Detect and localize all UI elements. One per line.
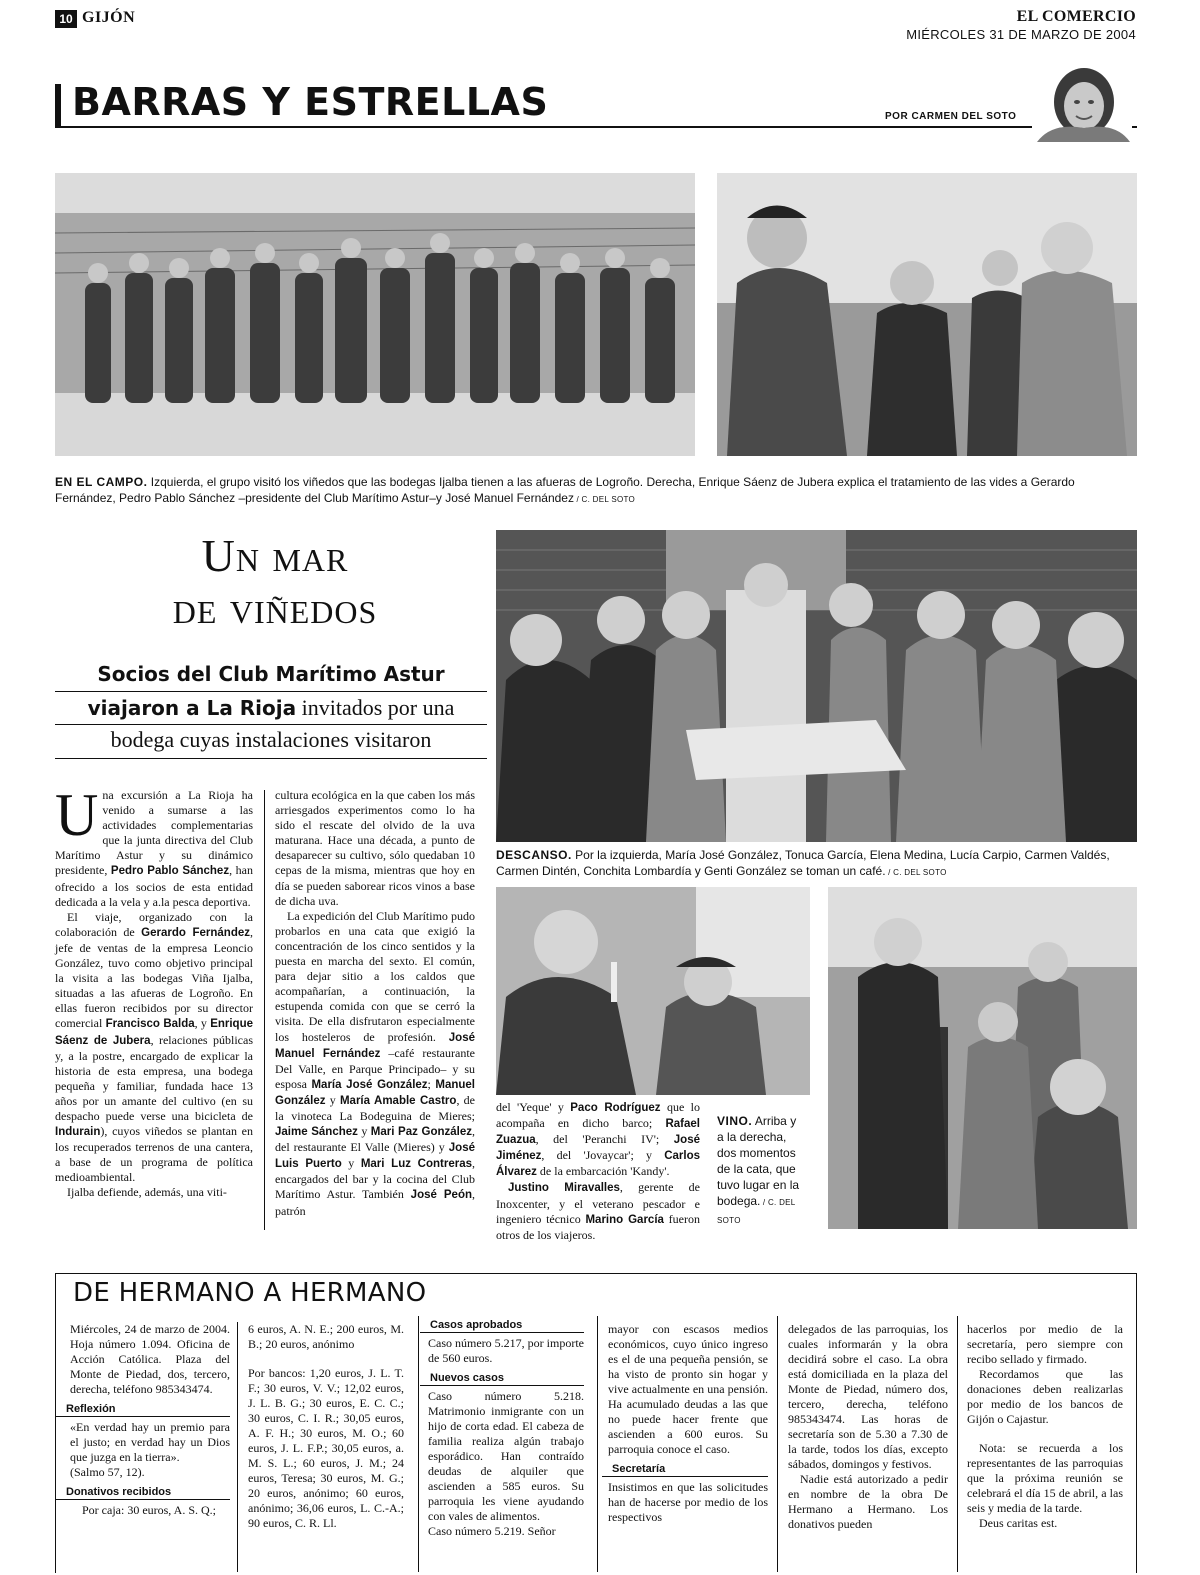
box-column-4	[608, 1322, 768, 1525]
caption-vino-credit: / C. DEL SOTO	[717, 1198, 796, 1225]
person-name: Manuel González	[275, 1078, 475, 1107]
box-heading-reflexion: Reflexión	[56, 1402, 230, 1417]
caption-campo-label: EN EL CAMPO.	[55, 475, 148, 489]
text: de la embarcación 'Kandy'.	[536, 1164, 670, 1179]
text: na excursión a La Rioja ha venido a sumarse a las actividades complementarias que la junta directiva del Club Marítimo Astur y su dinámico presidente,	[55, 788, 253, 878]
box-column-3	[428, 1318, 584, 1539]
text: , relaciones públicas y, a la postre, encargado de explicar la historia de esta empresa, una bodega pequeña y familiar, fundada hace 13 años por un amante del cultivo (en su despacho puede verse una bicicleta de	[55, 1032, 253, 1123]
paragraph: Recordamos que las donaciones deben realizarlas por medio de los bancos de Gijón o Cajastur.	[967, 1367, 1123, 1426]
paragraph: Por caja: 30 euros, A. S. Q.;	[82, 1503, 216, 1517]
subheadline-2-bold: viajaron a La Rioja	[87, 696, 297, 720]
text: y	[325, 1092, 340, 1107]
paragraph: Insistimos en que las solicitudes han de hacerse por medio de los respectivos	[608, 1480, 768, 1524]
photo-talk-vines	[717, 173, 1137, 456]
caption-campo-credit: / C. DEL SOTO	[573, 495, 636, 504]
paragraph: Nota: se recuerda a los representantes de las parroquias que la próxima reunión se celebrará el día 15 de abril, a las seis y media de la tarde.	[967, 1441, 1123, 1515]
text: , patrón	[275, 1187, 475, 1218]
person-name: Pedro Pablo Sánchez	[110, 865, 230, 878]
caption-vino-text: Arriba y a la derecha, dos momentos de la cata, que tuvo lugar en la bodega.	[717, 1114, 800, 1208]
subheadline-3: bodega cuyas instalaciones visitaron	[110, 727, 432, 752]
banner-bar	[55, 84, 61, 128]
paragraph: Caso número 5.219. Señor	[428, 1524, 556, 1538]
person-name: María Amable Castro	[339, 1094, 457, 1107]
box-heading-nuevos: Nuevos casos	[420, 1371, 584, 1386]
text: y	[357, 1124, 371, 1139]
person-name: Carlos Álvarez	[496, 1150, 700, 1179]
text: , jefe de ventas de la empresa Leoncio González, tuvo como objetivo principal la visita a las bodegas Viña Ijalba, situadas a las afueras de Logroño. En ellas fueron recibidos por su director comercial	[55, 924, 254, 1031]
paragraph: Ijalba defiende, además, una viti-	[67, 1185, 227, 1200]
caption-descanso	[496, 847, 1137, 881]
photo-wine-tasting-2	[828, 887, 1137, 1229]
text: El viaje, organizado con la colaboración de	[55, 909, 253, 939]
person-name: Paco Rodríguez	[570, 1102, 661, 1114]
paragraph: Miércoles, 24 de marzo de 2004. Hoja número 1.094. Oficina de Acción Católica. Plaza del Monte de Piedad, dos, tercero, derecha, teléfono 985343474.	[70, 1322, 230, 1396]
paragraph: (Salmo 57, 12).	[70, 1465, 145, 1479]
text: , han ofrecido a los socios de esta entidad dedicada a la vela y a.la pesca deportiva.	[55, 863, 254, 909]
person-name: Francisco Balda	[105, 1018, 195, 1031]
person-name: Mari Paz González	[370, 1126, 472, 1139]
person-name: María José González	[311, 1078, 428, 1091]
caption-descanso-label: DESCANSO.	[496, 848, 572, 862]
box-heading-secretaria: Secretaría	[602, 1462, 768, 1477]
paragraph: Deus caritas est.	[979, 1516, 1058, 1530]
paragraph: mayor con escasos medios económicos, cuyo único ingreso es el de una pequeña pensión, se ha visto de pronto sin hogar y vive actualmente en una pensión. Ha acumulado deudas a las que no puede hacer frente que ascienden a 600 euros. Su parroquia conoce el caso.	[608, 1322, 768, 1456]
author-portrait	[1032, 66, 1132, 142]
text: fueron otros de los viajeros.	[496, 1211, 700, 1242]
paragraph: «En verdad hay un premio para el justo; en verdad hay un Dios que juzga en la tierra».	[70, 1420, 230, 1464]
paragraph	[55, 910, 253, 1186]
box-column-2	[248, 1322, 404, 1531]
article-column-1	[55, 782, 254, 1201]
subhead-rule-3	[55, 758, 487, 759]
paragraph	[496, 1100, 700, 1180]
subheadline-2	[55, 694, 487, 722]
person-name: Indurain	[55, 1126, 101, 1139]
person-name: Rafael Zuazua	[496, 1118, 700, 1147]
column-title: BARRAS Y ESTRELLAS	[72, 80, 549, 124]
box-column-6	[967, 1322, 1123, 1531]
photo-cafe-group	[496, 530, 1137, 842]
text: y	[341, 1156, 361, 1171]
subhead-rule-1	[55, 691, 487, 692]
headline-line-2: de viñedos	[172, 582, 378, 633]
paragraph: delegados de las parroquias, los cuales informarán y la obra decidirá sobre el caso. La obra está domiciliada en la plaza del Monte de Piedad, número dos, tercero, derecha, teléfono 985343474. Las horas de secretaría son de 5.30 a 7.30 de la tarde, todos los días, excepto sábados, domingos y festivos.	[788, 1322, 948, 1471]
text: , del restaurante El Valle (Mieres) y	[275, 1124, 475, 1155]
caption-campo-text: Izquierda, el grupo visitó los viñedos que las bodegas Ijalba tienen a las afueras de Logroño. Derecha, Enrique Sáenz de Jubera explica el tratamiento de las vides a Gerardo Fernández, Pedro Pablo Sánchez –presidente del Club Marítimo Astur–y José Manuel Fernández	[55, 475, 1075, 505]
subheadline-1: Socios del Club Marítimo Astur	[97, 662, 445, 686]
drop-cap: U	[55, 782, 99, 848]
box-divider	[597, 1316, 598, 1572]
article-column-3	[496, 1100, 700, 1243]
person-name: Justino Miravalles	[508, 1182, 620, 1195]
photo-group-vineyard	[55, 173, 695, 456]
person-name: Mari Luz Contreras	[360, 1158, 472, 1171]
text: La expedición del Club Marítimo pudo probarlos en una cata que exigió la concentración de los cinco sentidos y la puesta en marcha del sexto. El común, para dejar sitio a los caldos que acompañarían, a continuación, la estupenda comida con que se cerró la visita. De ella disfrutaron especialmente los hosteleros de profesión.	[275, 908, 475, 1044]
box-divider	[418, 1316, 419, 1572]
text: , gerente de Inoxcenter, y el veterano pescador e ingeniero técnico	[496, 1180, 700, 1226]
text: –café restaurante Del Valle, en Parque Principado– y su esposa	[275, 1045, 475, 1091]
caption-descanso-text: Por la izquierda, María José González, Tonuca García, Elena Medina, Lucía Carpio, Carmen Valdés, Carmen Dintén, Conchita Lombardía y Genti González se toman un café.	[496, 848, 1110, 878]
section-name: GIJÓN	[82, 9, 136, 26]
text: ;	[427, 1076, 436, 1091]
box-column-1	[66, 1322, 230, 1518]
text: , del 'Jovaycar'; y	[541, 1148, 665, 1163]
caption-vino-label: VINO.	[717, 1114, 753, 1128]
issue-date: MIÉRCOLES 31 DE MARZO DE 2004	[906, 27, 1136, 42]
caption-descanso-credit: / C. DEL SOTO	[885, 868, 947, 877]
box-divider	[957, 1316, 958, 1572]
box-title: DE HERMANO A HERMANO	[73, 1278, 427, 1308]
person-name: José Peón	[410, 1189, 472, 1202]
banner-rule	[55, 126, 1137, 128]
person-name: José Luis Puerto	[275, 1142, 475, 1171]
box-divider	[777, 1316, 778, 1572]
paragraph: 6 euros, A. N. E.; 200 euros, M. B.; 20 euros, anónimo	[248, 1322, 404, 1351]
subhead-rule-2	[55, 724, 487, 725]
box-column-5	[788, 1322, 948, 1532]
person-name: Marino García	[585, 1213, 664, 1226]
paragraph	[496, 1180, 700, 1242]
paragraph: Caso número 5.218. Matrimonio inmigrante con un hijo de corta edad. El cabeza de familia realiza algún trabajo esporádico. Han contraído deudas de alquiler que ascienden a 585 euros. Su parroquia les viene ayudando con vales de alimentos.	[428, 1389, 584, 1523]
person-name: José Manuel Fernández	[275, 1031, 475, 1060]
column-divider	[264, 790, 265, 1230]
text: , y	[194, 1016, 211, 1031]
box-heading-aprobados: Casos aprobados	[420, 1318, 584, 1333]
box-heading-donativos: Donativos recibidos	[56, 1485, 230, 1500]
paragraph: Por bancos: 1,20 euros, J. L. T. F.; 30 euros, V. V.; 12,02 euros, J. L. B. G.; 30 euros, E. C. C.; 30 euros, C. I. R.; 30,05 euros, A. F. H.; 30 euros, M. O.; 60 euros, J. L. F.P.; 30,05 euros, a. M. S. L.; 60 euros, J. M.; 24 euros, Teresa; 30 euros, M. G.; 20 euros, anónimo; 60 euros, anónimo; 36,06 euros, L. C.-A.; 90 euros, C. R. Ll.	[248, 1366, 404, 1530]
person-name: Jaime Sánchez	[275, 1126, 358, 1139]
article-headline	[70, 530, 480, 634]
box-divider	[237, 1322, 238, 1572]
text: del 'Yeque' y	[496, 1100, 571, 1114]
paragraph: Nadie está autorizado a pedir en nombre de la obra De Hermano a Hermano. Los donativos pueden	[788, 1472, 948, 1531]
caption-campo	[55, 474, 1137, 508]
article-column-2	[275, 788, 475, 1219]
paragraph: hacerlos por medio de la secretaría, pero siempre con recibo sellado y firmado.	[967, 1322, 1123, 1366]
paragraph	[55, 782, 254, 910]
text: , de la vinoteca La Bodeguina de Mieres;	[275, 1092, 476, 1123]
paragraph: cultura ecológica en la que caben los más arriesgados experimentos como lo ha sido el rescate del olvido de la uva maturana. Hace una década, a punto de desaparecer su cultivo, sólo quedaban 10 cepas de la misma, mientras que hoy en día se pueden saborear ricos vinos a base de dicha uva.	[275, 788, 475, 908]
newspaper-name: EL COMERCIO	[1016, 8, 1136, 25]
text: , del 'Peranchi IV';	[535, 1132, 674, 1147]
person-name: Enrique Sáenz de Jubera	[55, 1018, 253, 1047]
text: , encargados del bar y la cocina del Club Marítimo Astur. También	[275, 1156, 475, 1202]
headline-line-1: Un mar	[201, 530, 349, 581]
paragraph	[275, 909, 475, 1219]
photo-wine-tasting-1	[496, 887, 810, 1095]
paragraph: Caso número 5.217, por importe de 560 euros.	[428, 1336, 584, 1365]
byline: POR CARMEN DEL SOTO	[885, 111, 1017, 122]
caption-vino	[717, 1113, 803, 1229]
subheadline-2-rest: invitados por una	[296, 695, 455, 720]
person-name: José Jiménez	[496, 1134, 700, 1163]
person-name: Gerardo Fernández	[141, 926, 251, 939]
page-number: 10	[55, 10, 77, 28]
text: que lo acompaña en dicho barco;	[496, 1100, 700, 1131]
text: ), cuyos viñedos se plantan en los recuperados terrenos de una cantera, a base de un programa de política medioambiental.	[55, 1124, 253, 1185]
